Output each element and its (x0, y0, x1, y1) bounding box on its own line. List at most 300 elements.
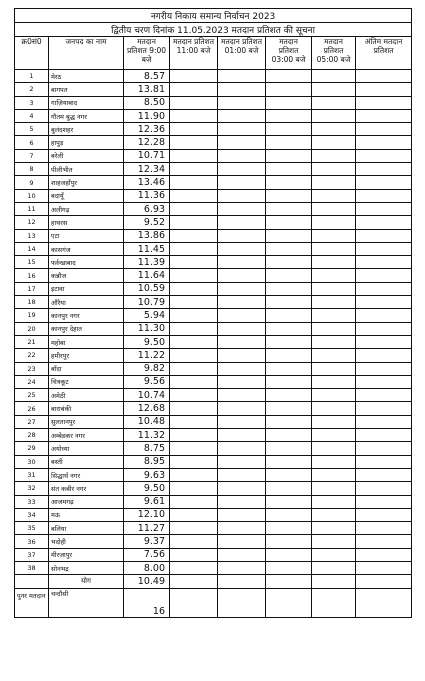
serial-number: 21 (15, 335, 49, 348)
percent-1100 (170, 362, 218, 375)
district-name: बागपत (49, 83, 124, 96)
table-row (15, 415, 412, 428)
district-name: कन्नौज (49, 269, 124, 282)
header-0500: मतदान प्रतिशत 05:00 बजे (312, 37, 356, 70)
percent-final (356, 322, 412, 335)
district-name: पीलीभीत (49, 163, 124, 176)
serial-number: 2 (15, 83, 49, 96)
percent-1100 (170, 96, 218, 109)
percent-final (356, 442, 412, 455)
percent-0500 (312, 216, 356, 229)
percent-1100 (170, 176, 218, 189)
serial-number: 7 (15, 149, 49, 162)
percent-1100 (170, 70, 218, 83)
percent-final (356, 176, 412, 189)
percent-0900: 12.68 (124, 402, 170, 415)
percent-0900: 5.94 (124, 309, 170, 322)
percent-0500 (312, 256, 356, 269)
header-0100: मतदान प्रतिशत 01:00 बजे (218, 37, 266, 70)
percent-0300 (266, 70, 312, 83)
percent-1100 (170, 442, 218, 455)
serial-number: 25 (15, 389, 49, 402)
percent-0300 (266, 189, 312, 202)
percent-0900: 11.27 (124, 522, 170, 535)
percent-0300 (266, 109, 312, 122)
percent-final (356, 508, 412, 521)
table-row (15, 216, 412, 229)
percent-1100 (170, 242, 218, 255)
percent-0500 (312, 296, 356, 309)
percent-0300 (266, 296, 312, 309)
percent-0500 (312, 109, 356, 122)
percent-0500 (312, 282, 356, 295)
empty-cell (356, 575, 412, 589)
percent-0300 (266, 216, 312, 229)
percent-1100 (170, 335, 218, 348)
percent-final (356, 522, 412, 535)
percent-final (356, 202, 412, 215)
percent-0900: 12.10 (124, 508, 170, 521)
district-name: कासगंज (49, 242, 124, 255)
percent-1100 (170, 429, 218, 442)
percent-0900: 9.63 (124, 468, 170, 481)
table-row (15, 282, 412, 295)
percent-0900: 10.59 (124, 282, 170, 295)
empty-cell (266, 589, 312, 618)
percent-0900: 9.52 (124, 216, 170, 229)
table-row (15, 522, 412, 535)
percent-0300 (266, 402, 312, 415)
district-name: फर्रुखाबाद (49, 256, 124, 269)
table-row (15, 322, 412, 335)
percent-0300 (266, 282, 312, 295)
repoll-row (15, 589, 412, 618)
district-name: बाँदा (49, 362, 124, 375)
serial-number: 3 (15, 96, 49, 109)
percent-1100 (170, 296, 218, 309)
percent-0100 (218, 522, 266, 535)
table-row (15, 362, 412, 375)
serial-number: 22 (15, 349, 49, 362)
percent-0900: 13.86 (124, 229, 170, 242)
table-row (15, 109, 412, 122)
percent-0900: 9.82 (124, 362, 170, 375)
percent-final (356, 309, 412, 322)
table-row (15, 508, 412, 521)
percent-0300 (266, 163, 312, 176)
percent-1100 (170, 349, 218, 362)
total-percent-0900: 10.49 (124, 575, 170, 589)
district-name: चित्रकूट (49, 375, 124, 388)
header-1100: मतदान प्रतिशत 11:00 बजे (170, 37, 218, 70)
percent-0100 (218, 402, 266, 415)
percent-final (356, 362, 412, 375)
percent-0900: 9.56 (124, 375, 170, 388)
percent-final (356, 123, 412, 136)
table-row (15, 482, 412, 495)
percent-0100 (218, 309, 266, 322)
percent-1100 (170, 202, 218, 215)
table-row (15, 70, 412, 83)
table-row (15, 202, 412, 215)
district-name: गौतम बुद्ध नगर (49, 109, 124, 122)
percent-0500 (312, 362, 356, 375)
percent-0300 (266, 468, 312, 481)
serial-number: 30 (15, 455, 49, 468)
title-line-1: नगरीय निकाय समान्य निर्वाचन 2023 (15, 9, 412, 23)
district-name: बुलंदशहर (49, 123, 124, 136)
percent-0100 (218, 229, 266, 242)
percent-0900: 8.57 (124, 70, 170, 83)
percent-final (356, 429, 412, 442)
serial-number: 29 (15, 442, 49, 455)
percent-final (356, 96, 412, 109)
serial-number: 10 (15, 189, 49, 202)
percent-0500 (312, 522, 356, 535)
district-name: शाहजहाँपुर (49, 176, 124, 189)
percent-0500 (312, 415, 356, 428)
percent-0900: 11.64 (124, 269, 170, 282)
percent-1100 (170, 269, 218, 282)
percent-0500 (312, 561, 356, 574)
district-name: मीरजापुर (49, 548, 124, 561)
percent-final (356, 375, 412, 388)
repoll-percent: 16 (124, 589, 170, 618)
percent-0500 (312, 269, 356, 282)
table-row (15, 242, 412, 255)
percent-0500 (312, 96, 356, 109)
percent-0900: 11.36 (124, 189, 170, 202)
percent-0900: 12.34 (124, 163, 170, 176)
percent-final (356, 216, 412, 229)
percent-0900: 12.28 (124, 136, 170, 149)
percent-0300 (266, 442, 312, 455)
table-row (15, 296, 412, 309)
district-name: आजमगढ़ (49, 495, 124, 508)
serial-number: 34 (15, 508, 49, 521)
district-name: अमेठी (49, 389, 124, 402)
percent-0100 (218, 216, 266, 229)
serial-number: 27 (15, 415, 49, 428)
percent-0500 (312, 242, 356, 255)
percent-0300 (266, 375, 312, 388)
table-row (15, 229, 412, 242)
percent-0300 (266, 229, 312, 242)
table-row (15, 309, 412, 322)
percent-final (356, 455, 412, 468)
percent-1100 (170, 216, 218, 229)
percent-final (356, 83, 412, 96)
serial-number: 26 (15, 402, 49, 415)
percent-0300 (266, 535, 312, 548)
table-row (15, 149, 412, 162)
district-name: बदायूँ (49, 189, 124, 202)
percent-1100 (170, 136, 218, 149)
percent-final (356, 149, 412, 162)
empty-cell (218, 589, 266, 618)
percent-final (356, 561, 412, 574)
percent-0100 (218, 535, 266, 548)
table-row (15, 189, 412, 202)
serial-number: 20 (15, 322, 49, 335)
empty-cell (312, 589, 356, 618)
percent-0500 (312, 123, 356, 136)
percent-0300 (266, 429, 312, 442)
percent-0900: 6.93 (124, 202, 170, 215)
repoll-label: पुनर मतदान (15, 589, 49, 618)
table-row (15, 349, 412, 362)
percent-0300 (266, 256, 312, 269)
serial-number: 23 (15, 362, 49, 375)
percent-0100 (218, 349, 266, 362)
percent-0500 (312, 442, 356, 455)
percent-0500 (312, 402, 356, 415)
percent-0300 (266, 269, 312, 282)
percent-0900: 13.81 (124, 83, 170, 96)
percent-0100 (218, 375, 266, 388)
table-row (15, 163, 412, 176)
district-name: इटावा (49, 282, 124, 295)
district-name: अम्बेडकर नगर (49, 429, 124, 442)
serial-number: 8 (15, 163, 49, 176)
district-name: बरेली (49, 149, 124, 162)
percent-0100 (218, 282, 266, 295)
district-name: मऊ (49, 508, 124, 521)
percent-final (356, 136, 412, 149)
percent-0500 (312, 136, 356, 149)
percent-0900: 9.50 (124, 335, 170, 348)
percent-0100 (218, 508, 266, 521)
percent-1100 (170, 548, 218, 561)
percent-0900: 10.48 (124, 415, 170, 428)
percent-0300 (266, 136, 312, 149)
serial-number: 6 (15, 136, 49, 149)
percent-0100 (218, 442, 266, 455)
serial-number: 32 (15, 482, 49, 495)
percent-final (356, 229, 412, 242)
percent-0900: 9.50 (124, 482, 170, 495)
percent-0500 (312, 375, 356, 388)
district-name: गाज़ियाबाद (49, 96, 124, 109)
percent-final (356, 242, 412, 255)
serial-number: 37 (15, 548, 49, 561)
percent-0900: 10.71 (124, 149, 170, 162)
percent-0100 (218, 70, 266, 83)
percent-0100 (218, 123, 266, 136)
percent-0900: 10.74 (124, 389, 170, 402)
percent-final (356, 335, 412, 348)
table-row (15, 442, 412, 455)
table-row (15, 535, 412, 548)
percent-0500 (312, 202, 356, 215)
serial-number: 17 (15, 282, 49, 295)
percent-0300 (266, 96, 312, 109)
percent-final (356, 468, 412, 481)
percent-0100 (218, 322, 266, 335)
header-district: जनपद का नाम (49, 37, 124, 70)
percent-0500 (312, 535, 356, 548)
percent-1100 (170, 415, 218, 428)
empty-cell (356, 589, 412, 618)
district-name: बाराबंकी (49, 402, 124, 415)
serial-number: 12 (15, 216, 49, 229)
percent-0900: 11.39 (124, 256, 170, 269)
percent-0300 (266, 561, 312, 574)
percent-0100 (218, 495, 266, 508)
percent-final (356, 269, 412, 282)
document (14, 8, 411, 618)
serial-number: 15 (15, 256, 49, 269)
serial-number: 24 (15, 375, 49, 388)
district-name: भदोही (49, 535, 124, 548)
percent-final (356, 189, 412, 202)
percent-0900: 12.36 (124, 123, 170, 136)
percent-0300 (266, 455, 312, 468)
table-row (15, 429, 412, 442)
percent-0500 (312, 482, 356, 495)
percent-0300 (266, 149, 312, 162)
percent-0500 (312, 163, 356, 176)
serial-number: 11 (15, 202, 49, 215)
district-name: मेरठ (49, 70, 124, 83)
district-name: अलीगढ़ (49, 202, 124, 215)
percent-0500 (312, 335, 356, 348)
serial-number: 9 (15, 176, 49, 189)
percent-0100 (218, 269, 266, 282)
percent-final (356, 70, 412, 83)
percent-0500 (312, 70, 356, 83)
district-name: बस्ती (49, 455, 124, 468)
percent-0100 (218, 136, 266, 149)
percent-final (356, 548, 412, 561)
percent-1100 (170, 535, 218, 548)
percent-0500 (312, 189, 356, 202)
percent-0300 (266, 548, 312, 561)
percent-0100 (218, 362, 266, 375)
percent-0900: 11.22 (124, 349, 170, 362)
percent-1100 (170, 455, 218, 468)
district-name: सोनभद्र (49, 561, 124, 574)
percent-0300 (266, 415, 312, 428)
serial-number: 33 (15, 495, 49, 508)
percent-1100 (170, 402, 218, 415)
percent-0100 (218, 415, 266, 428)
percent-1100 (170, 375, 218, 388)
percent-0900: 9.37 (124, 535, 170, 548)
percent-1100 (170, 309, 218, 322)
table-row (15, 83, 412, 96)
percent-0100 (218, 163, 266, 176)
percent-final (356, 495, 412, 508)
percent-0500 (312, 176, 356, 189)
table-row (15, 548, 412, 561)
district-name: बलिया (49, 522, 124, 535)
percent-1100 (170, 229, 218, 242)
percent-1100 (170, 282, 218, 295)
percent-1100 (170, 508, 218, 521)
serial-number: 18 (15, 296, 49, 309)
percent-1100 (170, 522, 218, 535)
percent-0100 (218, 455, 266, 468)
percent-0100 (218, 335, 266, 348)
district-name: कानपुर देहात (49, 322, 124, 335)
table-row (15, 561, 412, 574)
percent-0500 (312, 508, 356, 521)
empty-cell (218, 575, 266, 589)
table-row (15, 375, 412, 388)
table-row (15, 389, 412, 402)
percent-1100 (170, 495, 218, 508)
empty-cell (312, 575, 356, 589)
percent-0500 (312, 429, 356, 442)
table-row (15, 495, 412, 508)
percent-0900: 9.61 (124, 495, 170, 508)
serial-number: 19 (15, 309, 49, 322)
total-label: योग (49, 575, 124, 589)
percent-1100 (170, 189, 218, 202)
percent-0900: 11.32 (124, 429, 170, 442)
percent-0300 (266, 176, 312, 189)
district-name: अयोध्या (49, 442, 124, 455)
total-row (15, 575, 412, 589)
percent-0300 (266, 322, 312, 335)
percent-1100 (170, 163, 218, 176)
percent-1100 (170, 482, 218, 495)
header-0900: मतदान प्रतिशत 9:00 बजे (124, 37, 170, 70)
serial-number: 31 (15, 468, 49, 481)
percent-0500 (312, 229, 356, 242)
total-blank (15, 575, 49, 589)
serial-number: 1 (15, 70, 49, 83)
percent-0300 (266, 389, 312, 402)
percent-0500 (312, 309, 356, 322)
percent-0500 (312, 389, 356, 402)
table-row (15, 468, 412, 481)
serial-number: 13 (15, 229, 49, 242)
percent-0100 (218, 468, 266, 481)
percent-0100 (218, 202, 266, 215)
serial-number: 5 (15, 123, 49, 136)
repoll-district: चन्दौसी (49, 589, 124, 618)
percent-0900: 8.00 (124, 561, 170, 574)
percent-0100 (218, 256, 266, 269)
empty-cell (266, 575, 312, 589)
district-name: औरैया (49, 296, 124, 309)
serial-number: 16 (15, 269, 49, 282)
percent-0100 (218, 149, 266, 162)
percent-0100 (218, 242, 266, 255)
percent-0500 (312, 468, 356, 481)
table-row (15, 269, 412, 282)
serial-number: 4 (15, 109, 49, 122)
percent-0900: 8.50 (124, 96, 170, 109)
percent-0300 (266, 522, 312, 535)
percent-0100 (218, 96, 266, 109)
percent-1100 (170, 468, 218, 481)
serial-number: 14 (15, 242, 49, 255)
percent-0900: 7.56 (124, 548, 170, 561)
percent-0300 (266, 123, 312, 136)
percent-0100 (218, 109, 266, 122)
serial-number: 38 (15, 561, 49, 574)
percent-final (356, 163, 412, 176)
percent-final (356, 535, 412, 548)
percent-0300 (266, 495, 312, 508)
percent-1100 (170, 149, 218, 162)
voting-percentage-table (14, 8, 412, 618)
percent-0900: 11.90 (124, 109, 170, 122)
percent-final (356, 389, 412, 402)
